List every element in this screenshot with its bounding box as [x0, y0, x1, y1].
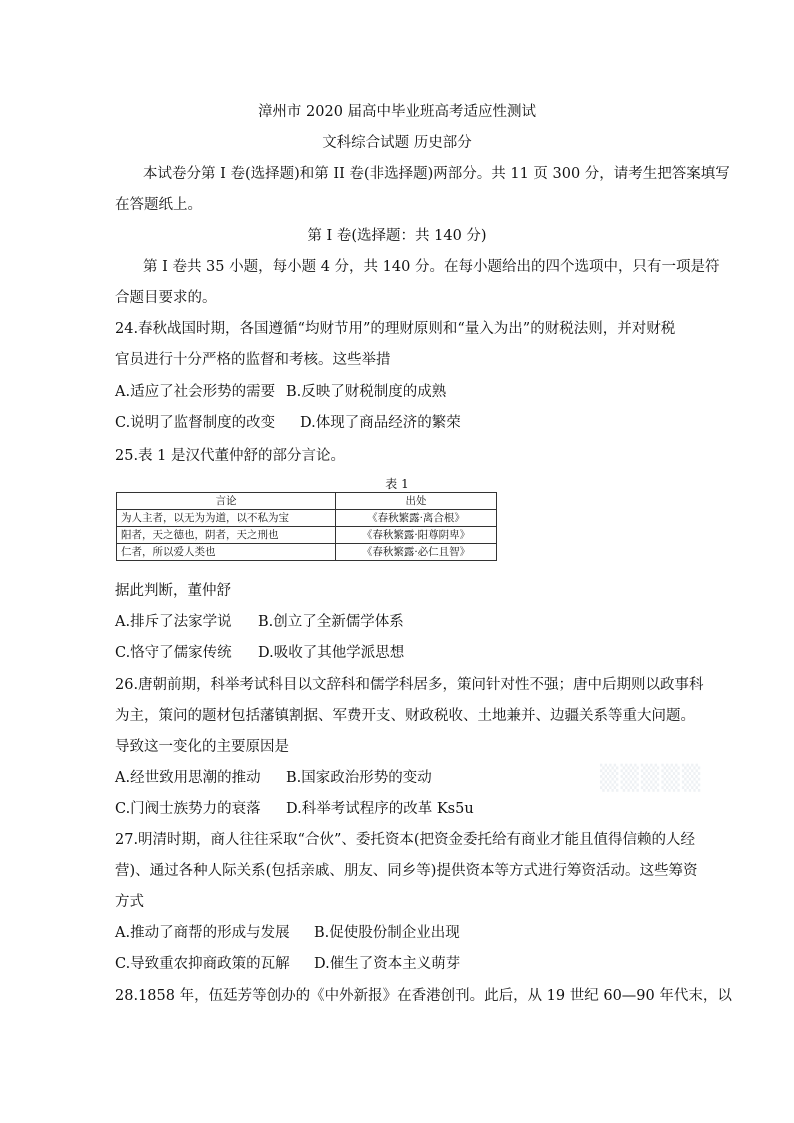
- question-25-stem: 25.表 1 是汉代董仲舒的部分言论。: [115, 448, 346, 464]
- watermark: ▒▒▒▒▒: [600, 764, 703, 792]
- question-27-option-c: C.导致重农抑商政策的瓦解: [115, 956, 290, 972]
- question-26-stem: 为主，策问的题材包括藩镇割据、军费开支、财政税收、土地兼并、边疆关系等重大问题。: [115, 708, 695, 724]
- table-cell-quote: 阳者，天之德也，阴者，天之刑也: [117, 527, 336, 544]
- table-cell-quote: 仁者，所以爱人类也: [117, 544, 336, 561]
- question-27-stem: 营)、通过各种人际关系(包括亲戚、朋友、同乡等)提供资本等方式进行筹资活动。这些筹资: [115, 863, 698, 879]
- table-cell-source: 《春秋繁露·离合根》: [336, 510, 497, 527]
- table-cell-source: 《春秋繁露·阳尊阴卑》: [336, 527, 497, 544]
- question-25-option-d: D.吸收了其他学派思想: [258, 645, 405, 661]
- section-title: 第 I 卷(选择题：共 140 分): [307, 228, 487, 244]
- question-27-stem: 方式: [115, 894, 144, 910]
- question-26-option-c: C.门阀士族势力的衰落: [115, 801, 261, 817]
- question-25-option-a: A.排斥了法家学说: [115, 614, 232, 630]
- table-row: [117, 510, 497, 527]
- table-caption: 表 1: [385, 477, 409, 491]
- section-instructions: 第 I 卷共 35 小题，每小题 4 分，共 140 分。在每小题给出的四个选项中，只有一项是符: [143, 259, 720, 275]
- question-28-stem: 28.1858 年，伍廷芳等创办的《中外新报》在香港创刊。此后，从 19 世纪 60—90 年代末，以: [115, 988, 732, 1004]
- question-24-option-d: D.体现了商品经济的繁荣: [300, 415, 461, 431]
- section-instructions: 合题目要求的。: [115, 290, 217, 306]
- intro-text: 本试卷分第 I 卷(选择题)和第 II 卷(非选择题)两部分。共 11 页 300 分，请考生把答案填写: [143, 166, 730, 182]
- question-24-stem: 官员进行十分严格的监督和考核。这些举措: [115, 352, 391, 368]
- table-cell-source: 《春秋繁露·必仁且智》: [336, 544, 497, 561]
- question-27-option-b: B.促使股份制企业出现: [314, 925, 460, 941]
- question-27-option-d: D.催生了资本主义萌芽: [314, 956, 461, 972]
- question-24-stem: 24.春秋战国时期，各国遵循“均财节用”的理财原则和“量入为出”的财税法则，并对财税: [115, 321, 676, 337]
- question-26-option-a: A.经世致用思潮的推动: [115, 770, 261, 786]
- page-title: 漳州市 2020 届高中毕业班高考适应性测试: [257, 104, 537, 120]
- table-header: 出处: [336, 493, 497, 510]
- question-25-option-b: B.创立了全新儒学体系: [258, 614, 404, 630]
- table-header: 言论: [117, 493, 336, 510]
- page-subtitle: 文科综合试题 历史部分: [322, 135, 472, 151]
- question-26-stem: 26.唐朝前期，科举考试科目以文辞科和儒学科居多，策问针对性不强；唐中后期则以政事科: [115, 677, 704, 693]
- intro-text: 在答题纸上。: [115, 197, 202, 213]
- quote-table: [116, 492, 497, 561]
- question-26-option-b: B.国家政治形势的变动: [286, 770, 432, 786]
- question-24-option-c: C.说明了监督制度的改变: [115, 415, 276, 431]
- question-26-option-d: D.科举考试程序的改革 Ks5u: [286, 801, 474, 817]
- question-24-option-b: B.反映了财税制度的成熟: [286, 384, 447, 400]
- question-26-stem: 导致这一变化的主要原因是: [115, 739, 289, 755]
- question-24-option-a: A.适应了社会形势的需要: [115, 384, 276, 400]
- question-27-stem: 27.明清时期，商人往往采取“合伙”、委托资本(把资金委托给有商业才能且值得信赖的人经: [115, 832, 696, 848]
- question-25-option-c: C.恪守了儒家传统: [115, 645, 232, 661]
- question-25-prompt: 据此判断，董仲舒: [115, 583, 231, 599]
- table-cell-quote: 为人主者，以无为为道，以不私为宝: [117, 510, 336, 527]
- table-row: [117, 544, 497, 561]
- question-27-option-a: A.推动了商帮的形成与发展: [115, 925, 290, 941]
- table-row: [117, 527, 497, 544]
